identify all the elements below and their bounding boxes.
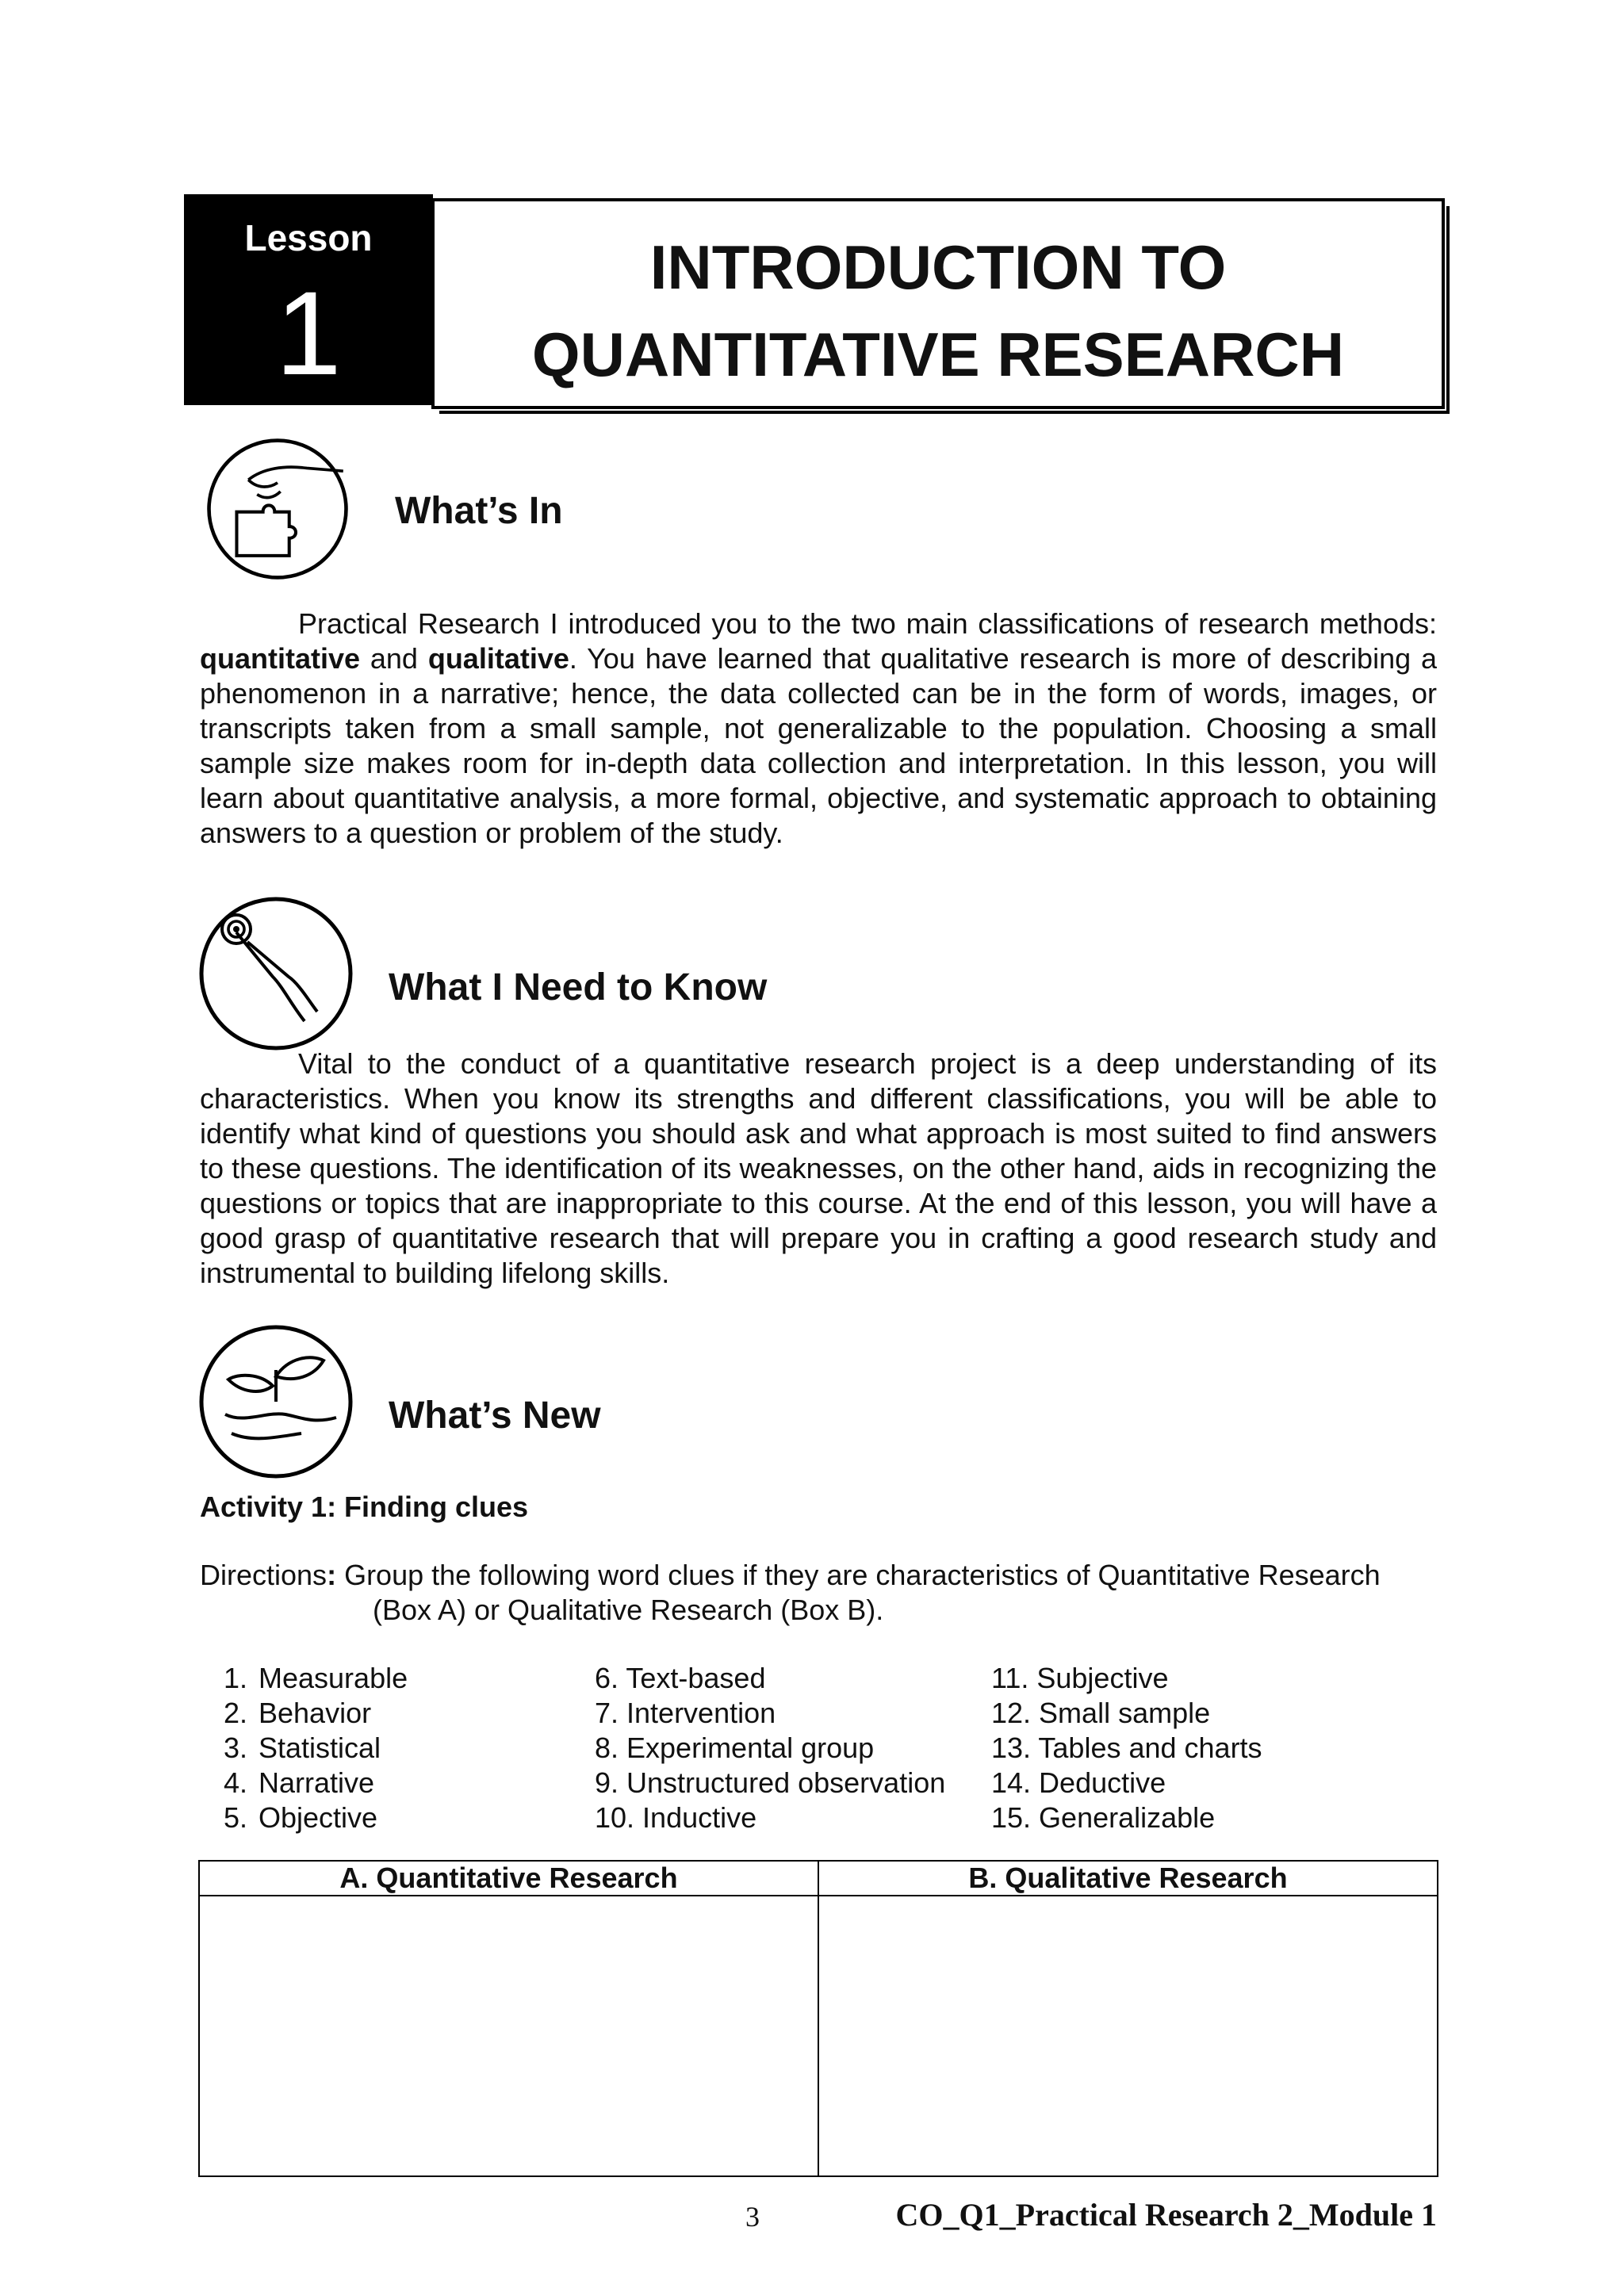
list-item: 14. Deductive bbox=[991, 1766, 1166, 1799]
list-item: 15. Generalizable bbox=[991, 1801, 1216, 1834]
list-item bbox=[200, 1766, 408, 1800]
list-item-text: Narrative bbox=[259, 1766, 375, 1799]
clue-list-column-1 bbox=[200, 1661, 408, 1835]
table-header-qualitative: B. Qualitative Research bbox=[818, 1861, 1438, 1896]
pointing-hand-icon bbox=[197, 894, 355, 1053]
list-item-text: Behavior bbox=[259, 1697, 372, 1729]
list-item-number: 2. bbox=[223, 1697, 247, 1729]
whats-in-heading: What’s In bbox=[395, 490, 563, 532]
answer-box-a[interactable] bbox=[199, 1896, 818, 2176]
need-to-know-paragraph: Vital to the conduct of a quantitative research project is a deep understanding of its characteristics. When you know its strengths and different classifications, you will be able to identify what kind of questions you should ask and what approach is most suited to find answers to these questions. The identification of its weaknesses, on the other hand, aids in recognizing the questions or topics that are inappropriate to this course. At the end of this lesson, you will have a good grasp of quantitative research that will prepare you in crafting a good research study and instrumental to building lifelong skills. bbox=[200, 1047, 1437, 1289]
puzzle-hand-icon bbox=[205, 436, 350, 582]
whats-in-bold-qualitative: qualitative bbox=[427, 642, 569, 675]
lesson-title-line-2: QUANTITATIVE RESEARCH bbox=[531, 320, 1345, 389]
list-item-text: Measurable bbox=[259, 1662, 408, 1694]
lesson-label: Lesson bbox=[244, 217, 373, 258]
list-item bbox=[200, 1696, 408, 1731]
list-item: 10. Inductive bbox=[595, 1801, 757, 1834]
list-item: 12. Small sample bbox=[991, 1697, 1211, 1729]
clue-list-column-3 bbox=[991, 1661, 1262, 1835]
whats-new-heading: What’s New bbox=[389, 1395, 601, 1437]
list-item: 11. Subjective bbox=[991, 1662, 1169, 1694]
list-item: 9. Unstructured observation bbox=[595, 1766, 946, 1799]
answer-box-b[interactable] bbox=[818, 1896, 1438, 2176]
table-header-quantitative: A. Quantitative Research bbox=[199, 1861, 818, 1896]
list-item-text: Objective bbox=[259, 1801, 378, 1834]
list-item: 8. Experimental group bbox=[595, 1732, 875, 1764]
lesson-title-box bbox=[431, 198, 1445, 409]
list-item bbox=[200, 1661, 408, 1696]
directions-second-line: (Box A) or Qualitative Research (Box B). bbox=[373, 1594, 884, 1626]
list-item: 13. Tables and charts bbox=[991, 1732, 1262, 1764]
list-item: 7. Intervention bbox=[595, 1697, 776, 1729]
whats-in-bold-quantitative: quantitative bbox=[200, 642, 361, 675]
plant-in-hands-icon bbox=[197, 1322, 355, 1481]
directions-colon: : bbox=[327, 1559, 337, 1591]
lesson-number-box bbox=[184, 194, 433, 405]
need-to-know-heading: What I Need to Know bbox=[389, 966, 768, 1008]
lesson-number: 1 bbox=[275, 266, 342, 400]
whats-in-text-3: . You have learned that qualitative research is more of describing a phenomenon in a narrative; hence, the data collected can be in the form of words, images, or transcripts taken from a small sample, not generalizable to the population. Choosing a small sample size makes room for in-depth data collection and interpretation. In this lesson, you will learn about quantitative analysis, a more formal, objective, and systematic approach to obtaining answers to a question or problem of the study. bbox=[200, 642, 1437, 849]
list-item-number: 1. bbox=[223, 1662, 247, 1694]
page-number: 3 bbox=[745, 2201, 760, 2233]
lesson-title-line-1: INTRODUCTION TO bbox=[649, 232, 1227, 302]
list-item-number: 4. bbox=[223, 1766, 247, 1799]
directions-first-line: Group the following word clues if they are characteristics of Quantitative Research bbox=[336, 1559, 1381, 1591]
list-item bbox=[200, 1800, 408, 1835]
whats-in-paragraph bbox=[200, 607, 1437, 851]
directions bbox=[200, 1558, 1437, 1628]
list-item-text: Statistical bbox=[259, 1732, 381, 1764]
clue-list-column-2 bbox=[595, 1661, 945, 1835]
list-item bbox=[200, 1731, 408, 1766]
module-code: CO_Q1_Practical Research 2_Module 1 bbox=[895, 2197, 1437, 2233]
whats-in-text-2: and bbox=[360, 642, 428, 675]
whats-in-text-1: Practical Research I introduced you to the two main classifications of research methods: bbox=[298, 607, 1437, 640]
answer-table bbox=[198, 1860, 1438, 2177]
list-item-number: 3. bbox=[223, 1732, 247, 1764]
list-item-number: 5. bbox=[223, 1801, 247, 1834]
list-item: 6. Text-based bbox=[595, 1662, 766, 1694]
activity-title: Activity 1: Finding clues bbox=[200, 1490, 529, 1523]
directions-label: Directions bbox=[200, 1559, 327, 1591]
